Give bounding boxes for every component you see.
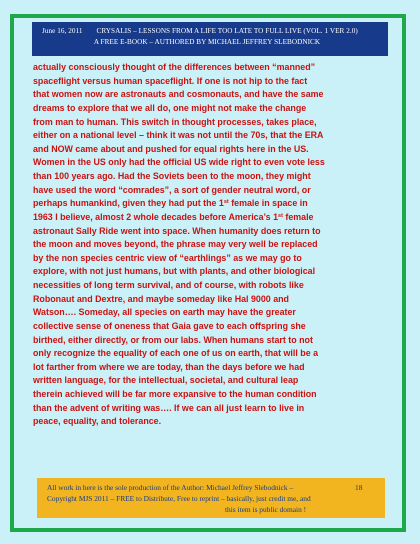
body-text [33,61,393,429]
body-text-segment: 1963 I believe, almost 2 whole decades before America’s 1 [33,211,279,222]
body-line: than the advent of writing was…. If we can all just learn to live in [33,402,305,413]
page-number: 18 [355,483,363,492]
body-line: birthed, either directly, or from our labs. When humans start to not [33,334,313,345]
header-date: June 16, 2011 [42,27,83,35]
body-line: peace, equality, and tolerance. [33,416,162,427]
ordinal-superscript: st [278,212,283,219]
body-line: only recognize the equality of each one of us on earth, that will be a [33,348,319,359]
body-line: explore, with not just humans, but with plants, and other biological [33,266,316,277]
body-line: dreams to explore that we all do, one might not make the change [33,102,307,113]
page-header [32,22,388,56]
body-line: actually consciously thought of the differences between “manned” [33,62,316,72]
body-line: necessities of long term survival, and of course, with robots like [33,280,304,290]
body-line: have used the word “comrades”, a sort of gender neutral word, or [33,184,311,195]
body-text-segment: female in space in [228,198,308,209]
body-line: Watson…. Someday, all species on earth may have the greater [33,307,296,318]
body-line: that women now are astronauts and cosmonauts, and have the same [33,89,324,100]
body-line: written language, for the intellectual, societal, and cultural leap [33,375,299,386]
body-line: collective sense of oneness that Gaia gave to each offspring she [33,320,306,331]
body-line: the moon and moves beyond, the phrase may very well be replaced [33,239,318,250]
header-title-line [42,26,382,37]
body-text-segment: perhaps humankind, given they had put the 1 [33,198,224,209]
body-text-segment: female [282,211,314,222]
body-line: and NOW came about and pushed for equal rights here in the US. [33,143,309,154]
body-line: by the non species centric view of “earthlings” as we may go to [33,252,302,263]
body-line: therein achieved will be far more expansive to the human condition [33,389,317,399]
footer-copyright-line: Copyright MJS 2011 – FREE to Distribute, Free to reprint – basically, just credit me, and [47,494,311,503]
body-line: Women in the US only had the official US wide right to even vote less [33,157,325,168]
body-line: lot farther from where we are today, than the days before we had [33,361,305,372]
footer-public-domain-line: this item is public domain ! [225,505,307,514]
body-line [33,197,393,211]
page-footer [37,478,385,518]
body-line: from man to human. This switch in thought processes, takes place, [33,116,317,127]
body-line: spaceflight versus human spaceflight. If one is not hip to the fact [33,75,308,86]
body-line [33,211,393,225]
footer-author-line: All work in here is the sole production of the Author: Michael Jeffrey Slebodnick – [47,483,294,492]
header-book-title: CRYSALIS – LESSONS FROM A LIFE TOO LATE TO FULL LIVE (VOL. 1 VER 2.0) [96,27,358,35]
body-line: astronaut Sally Ride went into space. When humanity does return to [33,225,321,236]
ordinal-superscript: st [223,199,229,206]
body-line: Robonaut and Dextre, and maybe someday like Hal 9000 and [33,293,289,304]
header-subtitle: A FREE E-BOOK – AUTHORED BY MICHAEL JEFFREY SLEBODNICK [93,38,321,46]
body-line: either on a national level – think it was not until the 70s, that the ERA [33,130,324,141]
body-line: than 100 years ago. Had the Soviets been to the moon, they might [33,171,311,181]
